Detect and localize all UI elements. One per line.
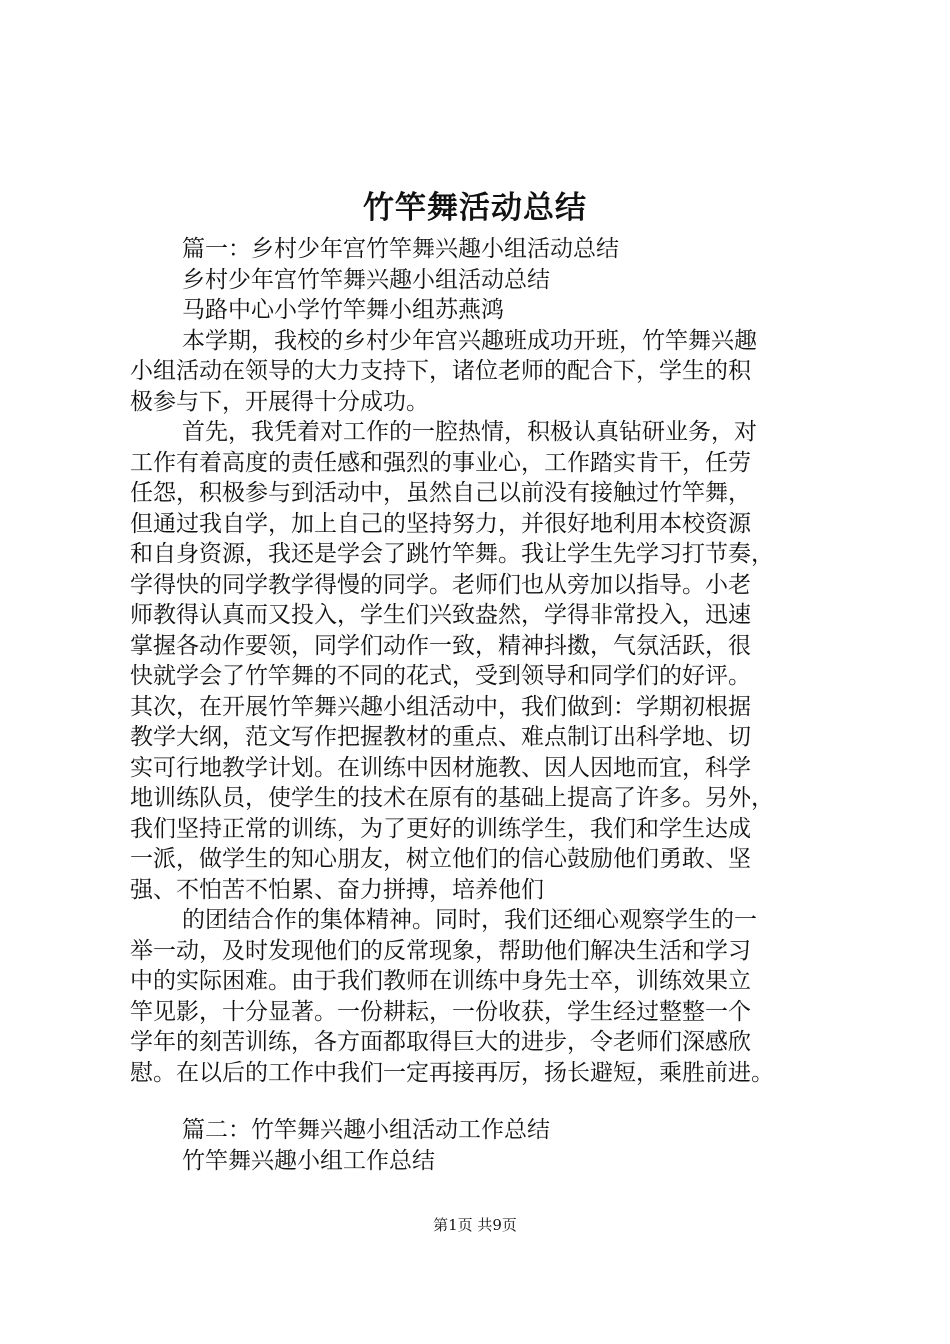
text-line: 举一动，及时发现他们的反常现象，帮助他们解决生活和学习 — [130, 937, 751, 964]
text-line: 其次，在开展竹竿舞兴趣小组活动中，我们做到：学期初根据 — [130, 693, 751, 720]
text-line: 篇二：竹竿舞兴趣小组活动工作总结 — [182, 1117, 550, 1143]
text-line: 学得快的同学教学得慢的同学。老师们也从旁加以指导。小老 — [130, 571, 751, 598]
text-line: 掌握各动作要领，同学们动作一致，精神抖擞，气氛活跃，很 — [130, 632, 751, 659]
text-line: 一派，做学生的知心朋友，树立他们的信心鼓励他们勇敢、坚 — [130, 846, 751, 872]
text-line: 竿见影，十分显著。一份耕耘，一份收获，学生经过整整一个 — [130, 998, 751, 1025]
text-line: 师教得认真而又投入，学生们兴致盎然，学得非常投入，迅速 — [130, 602, 751, 628]
text-line: 强、不怕苦不怕累、奋力拼搏，培养他们 — [130, 876, 544, 903]
text-line: 学年的刻苦训练，各方面都取得巨大的进步，令老师们深感欣 — [130, 1029, 751, 1055]
text-line: 马路中心小学竹竿舞小组苏燕鸿 — [182, 297, 504, 323]
document-body — [130, 234, 826, 1176]
text-line: 篇一：乡村少年宫竹竿舞兴趣小组活动总结 — [182, 236, 619, 262]
text-line: 我们坚持正常的训练，为了更好的训练学生，我们和学生达成 — [130, 815, 751, 842]
text-line: 本学期，我校的乡村少年宫兴趣班成功开班，竹竿舞兴趣 — [182, 327, 757, 354]
text-line: 慰。在以后的工作中我们一定再接再厉，扬长避短，乘胜前进。 — [130, 1059, 774, 1086]
text-line: 首先，我凭着对工作的一腔热情，积极认真钻研业务，对 — [182, 419, 757, 445]
text-line: 快就学会了竹竿舞的不同的花式，受到领导和同学们的好评。 — [130, 663, 751, 689]
text-line: 中的实际困难。由于我们教师在训练中身先士卒，训练效果立 — [130, 968, 751, 994]
text-line: 极参与下，开展得十分成功。 — [130, 388, 429, 415]
text-line: 但通过我自学，加上自己的坚持努力，并很好地利用本校资源 — [130, 510, 751, 537]
text-line: 小组活动在领导的大力支持下，诸位老师的配合下，学生的积 — [130, 358, 751, 384]
text-line: 实可行地教学计划。在训练中因材施教、因人因地而宜，科学 — [130, 754, 751, 781]
text-line: 乡村少年宫竹竿舞兴趣小组活动总结 — [182, 266, 550, 293]
text-line: 地训练队员，使学生的技术在原有的基础上提高了许多。另外， — [130, 785, 774, 811]
document-title: 竹竿舞活动总结 — [363, 190, 587, 226]
page-footer: 第1页 共9页 — [433, 1216, 517, 1234]
text-line: 任怨，积极参与到活动中，虽然自己以前没有接触过竹竿舞， — [130, 480, 751, 506]
text-line: 教学大纲，范文写作把握教材的重点、难点制订出科学地、切 — [130, 724, 751, 750]
text-line: 工作有着高度的责任感和强烈的事业心，工作踏实肯干，任劳 — [130, 449, 751, 476]
text-line: 的团结合作的集体精神。同时，我们还细心观察学生的一 — [182, 907, 757, 933]
text-line: 竹竿舞兴趣小组工作总结 — [182, 1147, 435, 1174]
text-line: 和自身资源，我还是学会了跳竹竿舞。我让学生先学习打节奏， — [130, 541, 774, 567]
paragraph-gap — [130, 1088, 826, 1115]
